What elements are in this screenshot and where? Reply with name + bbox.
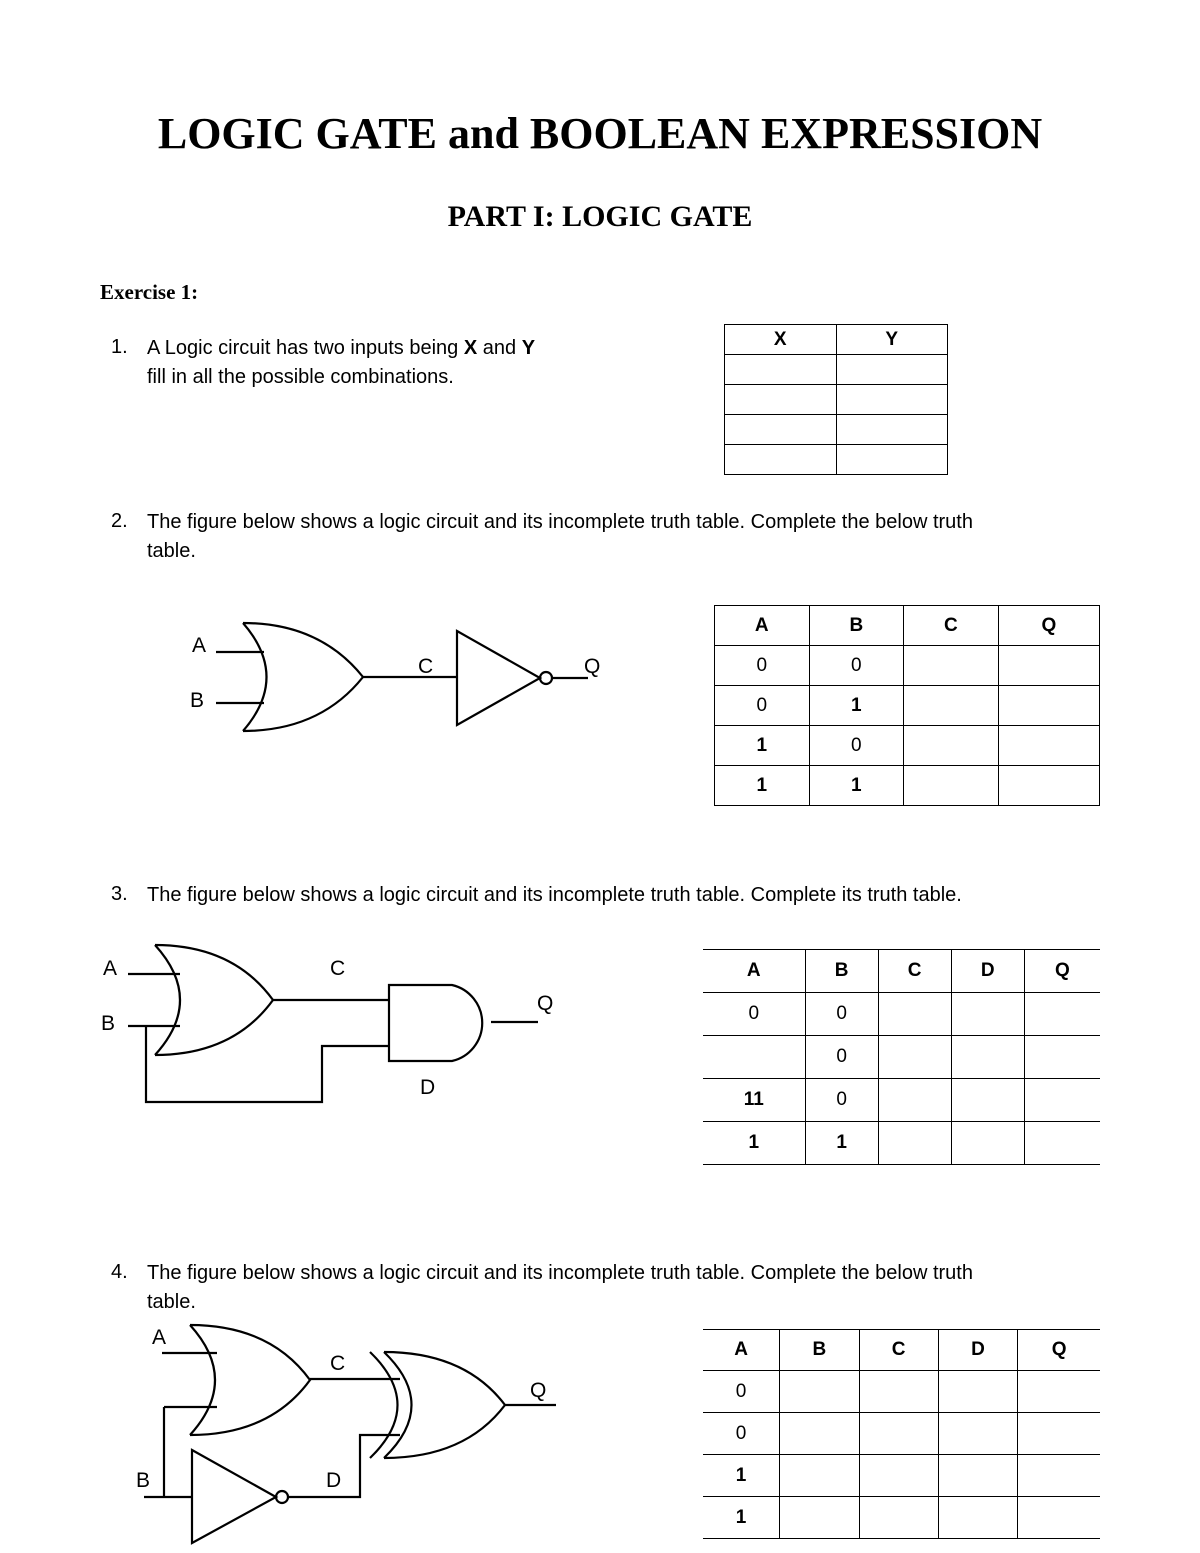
question-3-number: 3. [111,883,128,905]
q2-circuit [216,623,588,731]
table-row [703,1079,1100,1122]
table-cell[interactable]: 0 [703,1413,780,1455]
table-cell[interactable] [938,1497,1017,1539]
table-row [715,686,1100,726]
q4-label-b: B [136,1469,151,1492]
table-cell[interactable]: 0 [805,993,878,1036]
table-header-cell: A [703,1330,780,1371]
table-cell[interactable] [904,646,999,686]
q4-or-gate [190,1325,215,1435]
table-cell[interactable] [1018,1371,1100,1413]
q2-label-b: B [190,689,205,712]
table-cell[interactable] [1024,1122,1100,1165]
table-cell[interactable] [780,1371,859,1413]
table-cell[interactable]: 0 [805,1036,878,1079]
table-cell[interactable] [998,766,1099,806]
table-cell[interactable] [878,1036,951,1079]
table-row [715,726,1100,766]
table-cell[interactable]: 1 [809,766,904,806]
table-cell[interactable]: 1 [805,1122,878,1165]
table-cell[interactable] [998,646,1099,686]
table-cell[interactable] [998,686,1099,726]
table-cell[interactable] [859,1413,938,1455]
table-cell[interactable] [904,726,999,766]
table-cell[interactable]: 0 [715,686,810,726]
question-4-number: 4. [111,1261,128,1283]
table-cell[interactable] [859,1497,938,1539]
table-cell[interactable] [703,1036,805,1079]
q4-label-c: C [330,1352,346,1375]
table-cell[interactable] [904,766,999,806]
table-cell[interactable]: 0 [703,993,805,1036]
table-row [715,766,1100,806]
table-cell[interactable] [878,993,951,1036]
table-header-row [703,1330,1100,1371]
table-cell[interactable] [1024,1079,1100,1122]
exercise-label: Exercise 1: [100,280,199,304]
q3-or-gate [155,945,180,1055]
table-cell[interactable] [780,1413,859,1455]
table-header-cell: C [859,1330,938,1371]
table-cell[interactable] [938,1413,1017,1455]
table-cell[interactable]: 0 [703,1371,780,1413]
table-cell[interactable]: 0 [809,646,904,686]
table-header-cell: D [951,950,1024,993]
table-row [703,1036,1100,1079]
table-row [703,993,1100,1036]
table-cell[interactable] [951,1036,1024,1079]
table-header-row [703,950,1100,993]
table-header-cell: A [715,606,810,646]
document-title: LOGIC GATE and BOOLEAN EXPRESSION [157,109,1043,158]
q2-or-gate [243,623,267,731]
table-cell[interactable]: 11 [703,1079,805,1122]
table-cell[interactable]: 1 [809,686,904,726]
table-cell[interactable] [878,1122,951,1165]
question-4-text: The figure below shows a logic circuit and its incomplete truth table. Complete the below truth table. [147,1262,973,1313]
table-cell[interactable] [859,1455,938,1497]
q3-label-b: B [101,1012,116,1035]
q4-xor-gate [370,1352,398,1458]
table-row [703,1371,1100,1413]
question-2-number: 2. [111,510,128,532]
table-row [703,1455,1100,1497]
q3-and-gate [389,985,482,1061]
table-header-cell: Q [998,606,1099,646]
table-cell[interactable]: 0 [805,1079,878,1122]
table-cell[interactable] [951,1122,1024,1165]
table-cell[interactable] [780,1455,859,1497]
table-cell[interactable] [951,1079,1024,1122]
q4-label-d: D [326,1469,342,1492]
table-cell[interactable] [1018,1455,1100,1497]
q2-label-q: Q [584,655,601,678]
q3-label-q: Q [537,992,554,1015]
table-header-cell: C [878,950,951,993]
truth-table-q3 [703,949,1100,1165]
table-header-cell: B [780,1330,859,1371]
table-cell[interactable] [904,686,999,726]
table-cell[interactable] [998,726,1099,766]
table-row [703,1413,1100,1455]
table-row [703,1122,1100,1165]
table-cell[interactable]: 1 [703,1455,780,1497]
table-cell[interactable]: 0 [809,726,904,766]
table-header-cell: A [703,950,805,993]
table-cell[interactable] [938,1371,1017,1413]
table-cell[interactable] [780,1497,859,1539]
question-3-text: The figure below shows a logic circuit and its incomplete truth table. Complete its truth table. [147,884,962,906]
table-cell[interactable] [878,1079,951,1122]
q4-label-q: Q [530,1379,547,1402]
table-cell[interactable]: 1 [715,766,810,806]
table-cell[interactable]: 1 [703,1497,780,1539]
table-cell[interactable]: 0 [715,646,810,686]
table-header-cell: Q [1018,1330,1100,1371]
table-cell[interactable]: 1 [703,1122,805,1165]
truth-table-q2 [714,605,1100,806]
table-row [715,646,1100,686]
question-1-number: 1. [111,336,128,358]
table-row [703,1497,1100,1539]
q2-not-gate [457,631,540,725]
table-cell[interactable]: 1 [715,726,810,766]
table-cell[interactable] [1024,993,1100,1036]
q3-label-d: D [420,1076,436,1099]
q3-label-a: A [103,957,118,980]
table-cell[interactable] [1024,1036,1100,1079]
part-title: PART I: LOGIC GATE [447,200,753,233]
table-cell[interactable] [1018,1497,1100,1539]
q3-label-c: C [330,957,346,980]
table-header-cell: C [904,606,999,646]
table-header-cell: D [938,1330,1017,1371]
table-cell[interactable] [951,993,1024,1036]
q4-circuit [144,1325,556,1543]
table-header-cell: Y [836,325,948,355]
truth-table-q4 [703,1329,1100,1539]
q4-not-gate [192,1450,276,1543]
table-cell[interactable] [859,1371,938,1413]
q2-label-a: A [192,634,207,657]
table-header-cell: X [725,325,837,355]
q2-label-c: C [418,655,434,678]
table-header-cell: B [809,606,904,646]
table-cell[interactable] [938,1455,1017,1497]
question-1-text: A Logic circuit has two inputs being X and Y fill in all the possible combinations. [147,337,536,388]
table-cell[interactable] [1018,1413,1100,1455]
table-header-row [715,606,1100,646]
question-2-text: The figure below shows a logic circuit and its incomplete truth table. Complete the below truth table. [147,511,973,562]
q4-label-a: A [152,1326,167,1349]
table-header-cell: B [805,950,878,993]
table-header-cell: Q [1024,950,1100,993]
